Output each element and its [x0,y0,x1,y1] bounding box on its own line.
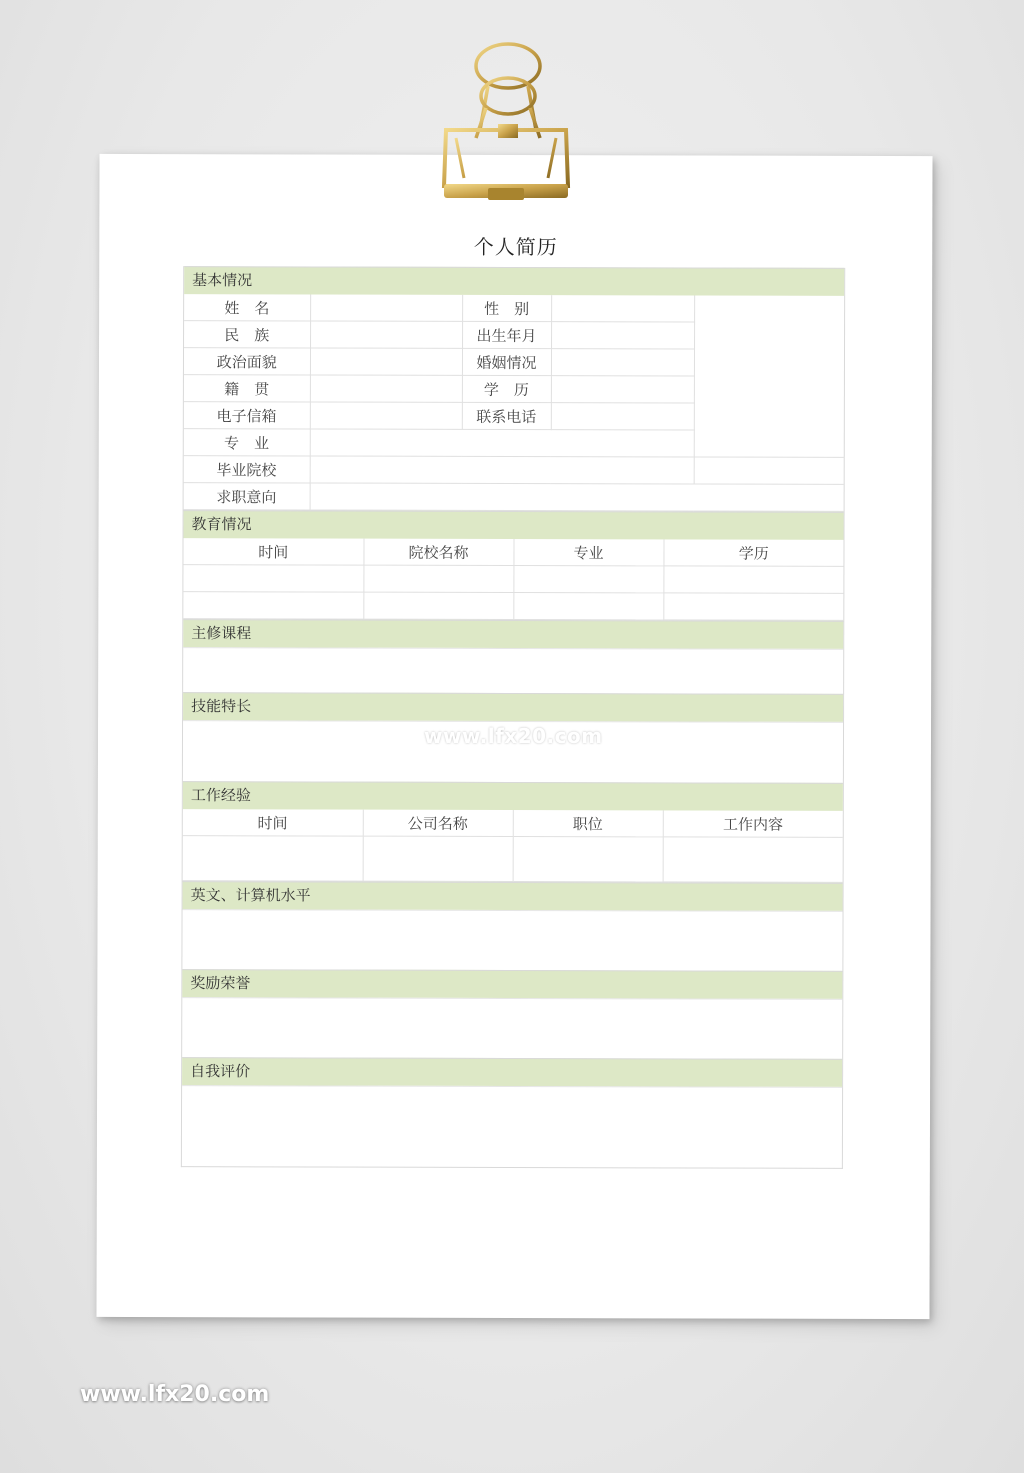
watermark-bottom: www.lfx20.com [80,1382,270,1407]
section-basic: 基本情况 [184,266,844,296]
resume-form [181,266,845,1169]
edu-cell[interactable] [363,565,513,592]
label-email: 电子信箱 [184,402,310,429]
section-work: 工作经验 [183,781,843,811]
work-cell[interactable] [363,836,513,881]
section-education: 教育情况 [184,510,844,540]
label-politics: 政治面貌 [184,348,310,375]
edu-cell[interactable] [663,593,843,620]
table-row [183,565,843,594]
edu-cell[interactable] [363,592,513,619]
language-field[interactable] [182,909,842,971]
work-header-company: 公司名称 [363,810,513,837]
field-gender[interactable] [551,295,694,322]
label-birth: 出生年月 [462,321,551,348]
edu-cell[interactable] [183,592,363,619]
edu-cell[interactable] [513,592,663,619]
field-native[interactable] [310,375,462,402]
label-name: 姓 名 [184,294,310,321]
edu-header-time: 时间 [183,538,363,565]
field-degree[interactable] [551,376,694,403]
field-marital[interactable] [551,349,694,376]
work-header-content: 工作内容 [663,810,843,837]
watermark-center: www.lfx20.com [424,724,603,748]
photo-area-bottom [694,457,844,484]
work-cell[interactable] [663,837,843,882]
field-school[interactable] [310,456,694,484]
table-row [183,836,843,883]
field-phone[interactable] [551,403,694,430]
label-marital: 婚姻情况 [462,348,551,375]
section-self-eval: 自我评价 [182,1057,842,1087]
photo-area[interactable] [694,295,844,457]
self-eval-field[interactable] [182,1085,842,1168]
section-awards: 奖励荣誉 [182,969,842,999]
binder-clip-icon [436,38,576,208]
table-row [183,592,843,621]
field-ethnicity[interactable] [310,321,462,348]
field-major[interactable] [310,429,694,457]
work-header-position: 职位 [513,810,663,837]
work-cell[interactable] [513,836,663,881]
field-email[interactable] [310,402,462,429]
work-table [183,809,843,883]
page-title: 个人简历 [473,234,558,260]
basic-info-table [184,294,845,512]
label-degree: 学 历 [462,375,551,402]
label-gender: 性 别 [462,295,551,322]
edu-header-major: 专业 [513,539,663,566]
field-objective[interactable] [310,483,844,511]
edu-cell[interactable] [513,565,663,592]
field-politics[interactable] [310,348,462,375]
edu-header-school: 院校名称 [363,539,513,566]
label-school: 毕业院校 [184,456,310,483]
field-name[interactable] [310,294,462,321]
awards-field[interactable] [182,997,842,1059]
section-language: 英文、计算机水平 [183,881,843,911]
label-major: 专 业 [184,429,310,456]
education-table [183,538,843,621]
work-header-time: 时间 [183,809,363,836]
label-ethnicity: 民 族 [184,321,310,348]
label-native: 籍 贯 [184,375,310,402]
label-phone: 联系电话 [462,402,551,429]
edu-cell[interactable] [183,565,363,592]
section-courses: 主修课程 [183,619,843,649]
label-objective: 求职意向 [184,483,310,510]
edu-header-degree: 学历 [663,539,843,566]
work-cell[interactable] [183,836,363,881]
field-birth[interactable] [551,322,694,349]
section-skills: 技能特长 [183,692,843,722]
edu-cell[interactable] [663,566,843,593]
courses-field[interactable] [183,647,843,694]
